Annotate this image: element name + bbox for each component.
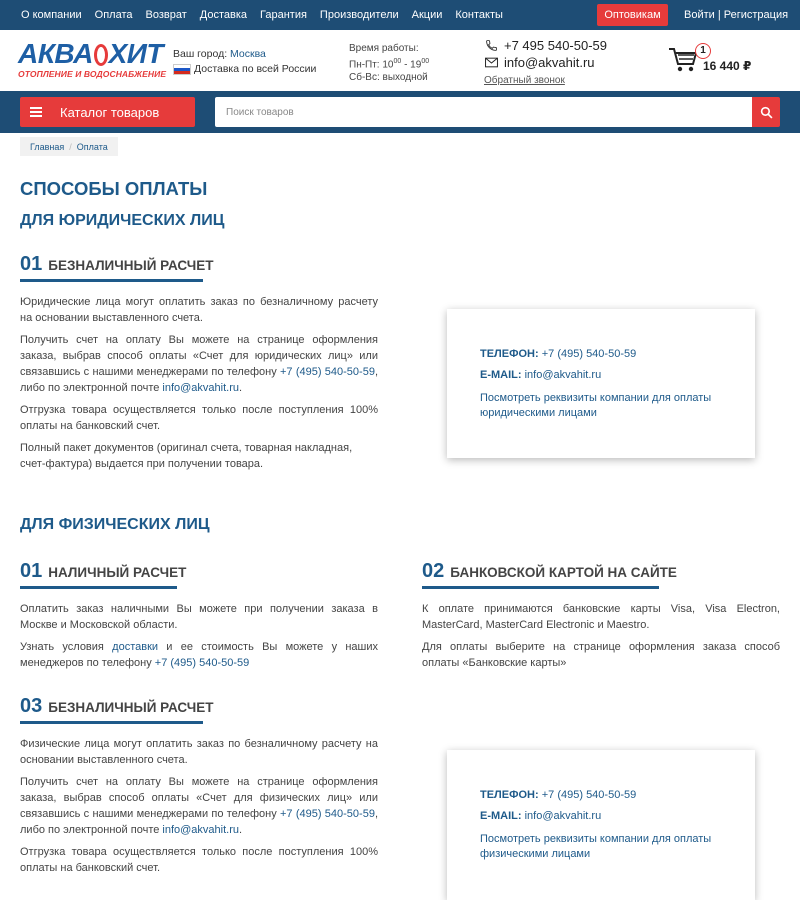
phone-icon: [484, 39, 498, 53]
logo-wordmark: [18, 40, 163, 68]
delivery-text: Доставка по всей России: [194, 63, 317, 75]
section-number: 03: [20, 695, 43, 717]
search-icon: [760, 106, 773, 119]
city-block: [173, 47, 316, 77]
cart-total: 16 440 ₽: [703, 59, 752, 73]
breadcrumb-separator: /: [69, 141, 72, 152]
breadcrumb-current[interactable]: Оплата: [76, 141, 108, 152]
card-payment-text: [422, 601, 780, 677]
logo-text-part1: АКВА: [18, 38, 93, 69]
wholesale-button[interactable]: Оптовикам: [597, 4, 668, 26]
login-register-link[interactable]: Войти | Регистрация: [684, 9, 789, 21]
topnav-link-contacts[interactable]: Контакты: [455, 9, 503, 21]
search-button[interactable]: [752, 97, 780, 127]
card-phone-row: ТЕЛЕФОН: +7 (495) 540-50-59: [480, 789, 637, 801]
individual-contact-card: [447, 750, 755, 900]
section-number: 02: [422, 560, 445, 582]
topnav-link-delivery[interactable]: Доставка: [199, 9, 248, 21]
header-contacts: [484, 37, 607, 86]
search-input[interactable]: [215, 97, 752, 127]
card-email-row: E-MAIL: info@akvahit.ru: [480, 810, 602, 822]
topnav-link-returns[interactable]: Возврат: [145, 9, 187, 21]
section-number: 01: [20, 560, 43, 582]
callback-link[interactable]: Обратный звонок: [484, 75, 565, 86]
card-payment-title: [422, 560, 677, 589]
topnav-link-payment[interactable]: Оплата: [94, 9, 133, 21]
city-selector-link[interactable]: Москва: [230, 48, 266, 60]
paragraph: Получить счет на оплату Вы можете на странице оформления заказа, выбрав способ оплаты «Счет для юридических лиц» или связавшись с нашими менеджерами по телефону +7 (495) 540-50-59, либо по электронной почте info@akvahit.ru.: [20, 334, 378, 394]
topnav-link-promotions[interactable]: Акции: [411, 9, 443, 21]
paragraph: Юридические лица могут оплатить заказ по безналичному расчету на основании выставленного счета.: [20, 296, 378, 324]
page-title: СПОСОБЫ ОПЛАТЫ: [20, 178, 208, 199]
phone-link[interactable]: +7 (495) 540-50-59: [154, 657, 250, 669]
paragraph: К оплате принимаются банковские карты Visa, Visa Electron, MasterCard, MasterCard Electronic и Maestro.: [422, 603, 780, 631]
section-title-text: НАЛИЧНЫЙ РАСЧЕТ: [48, 565, 187, 580]
paragraph: Получить счет на оплату Вы можете на странице оформления заказа, выбрав способ оплаты «Счет для физических лиц» или связавшись с нашими менеджерами по телефону +7 (495) 540-50-59, либо по электронной почте info@akvahit.ru.: [20, 776, 378, 836]
menu-icon: [30, 107, 42, 117]
cart-icon: [668, 47, 698, 73]
legal-requisites-link[interactable]: Посмотреть реквизиты компании для оплаты юридическими лицами: [480, 392, 712, 419]
breadcrumb-home[interactable]: Главная: [30, 141, 65, 152]
hours-weekend: Сб-Вс: выходной: [349, 72, 428, 84]
topnav-link-about[interactable]: О компании: [21, 9, 82, 21]
section-title-text: БЕЗНАЛИЧНЫЙ РАСЧЕТ: [48, 700, 214, 715]
header-phone[interactable]: +7 495 540-50-59: [504, 38, 608, 53]
site-logo[interactable]: [18, 38, 167, 82]
catalog-button[interactable]: [20, 97, 195, 127]
topnav-link-warranty[interactable]: Гарантия: [260, 9, 307, 21]
cash-title: [20, 560, 187, 589]
card-email-link[interactable]: info@akvahit.ru: [524, 810, 602, 822]
logo-text-part2: ХИТ: [108, 38, 163, 69]
paragraph: Отгрузка товара осуществляется только после поступления 100% оплаты на банковский счет.: [20, 846, 378, 874]
phone-link[interactable]: +7 (495) 540-50-59: [279, 366, 375, 378]
paragraph: Физические лица могут оплатить заказ по безналичному расчету на основании выставленного счета.: [20, 738, 378, 766]
logo-drop-icon: [94, 44, 108, 66]
catalog-button-label: Каталог товаров: [60, 104, 160, 120]
card-email-row: E-MAIL: info@akvahit.ru: [480, 369, 602, 381]
cart-count-badge: 1: [695, 43, 711, 59]
hours-title: Время работы:: [349, 43, 419, 54]
working-hours: [349, 42, 429, 84]
card-phone-link[interactable]: +7 (495) 540-50-59: [541, 789, 637, 801]
paragraph: Узнать условия доставки и ее стоимость Вы можете у наших менеджеров по телефону +7 (495) 540-50-59: [20, 641, 378, 669]
paragraph: Полный пакет документов (оригинал счета, товарная накладная, счет-фактура) выдается при получении товара.: [20, 442, 353, 470]
top-nav: [21, 0, 503, 30]
logo-tagline: ОТОПЛЕНИЕ И ВОДОСНАБЖЕНИЕ: [18, 69, 167, 79]
paragraph: Оплатить заказ наличными Вы можете при получении заказа в Москве и Московской области.: [20, 603, 378, 631]
card-email-link[interactable]: info@akvahit.ru: [524, 369, 602, 381]
legal-cashless-title: [20, 253, 214, 282]
email-link[interactable]: info@akvahit.ru: [162, 382, 239, 394]
legal-contact-card: [447, 309, 755, 458]
topnav-link-manufacturers[interactable]: Производители: [319, 9, 399, 21]
individual-cashless-title: [20, 695, 214, 724]
header-email[interactable]: info@akvahit.ru: [504, 55, 595, 70]
phone-link[interactable]: +7 (495) 540-50-59: [279, 808, 375, 820]
hours-weekdays: Пн-Пт: $10^{00} - 19^{00}$: [349, 58, 430, 71]
city-label: Ваш город:: [173, 48, 228, 60]
email-link[interactable]: info@akvahit.ru: [162, 824, 239, 836]
legal-entities-heading: ДЛЯ ЮРИДИЧЕСКИХ ЛИЦ: [20, 212, 225, 229]
cart-widget[interactable]: [668, 42, 768, 78]
russia-flag-icon: [173, 64, 191, 75]
mail-icon: [484, 56, 498, 70]
breadcrumb: [20, 137, 118, 156]
individual-cashless-text: [20, 736, 378, 882]
paragraph: Отгрузка товара осуществляется только после поступления 100% оплаты на банковский счет.: [20, 404, 378, 432]
top-bar: [0, 0, 800, 30]
delivery-link[interactable]: доставки: [112, 641, 159, 653]
catalog-bar: [0, 91, 800, 133]
paragraph: Для оплаты выберите на странице оформления заказа способ оплаты «Банковские карты»: [422, 641, 780, 669]
section-number: 01: [20, 253, 43, 275]
individual-requisites-link[interactable]: Посмотреть реквизиты компании для оплаты физическими лицами: [480, 833, 712, 860]
cash-text: [20, 601, 378, 677]
individuals-heading: ДЛЯ ФИЗИЧЕСКИХ ЛИЦ: [20, 516, 210, 533]
card-phone-row: ТЕЛЕФОН: +7 (495) 540-50-59: [480, 348, 637, 360]
legal-cashless-text: [20, 294, 378, 478]
section-title-text: БАНКОВСКОЙ КАРТОЙ НА САЙТЕ: [450, 565, 677, 580]
card-phone-link[interactable]: +7 (495) 540-50-59: [541, 348, 637, 360]
section-title-text: БЕЗНАЛИЧНЫЙ РАСЧЕТ: [48, 258, 214, 273]
